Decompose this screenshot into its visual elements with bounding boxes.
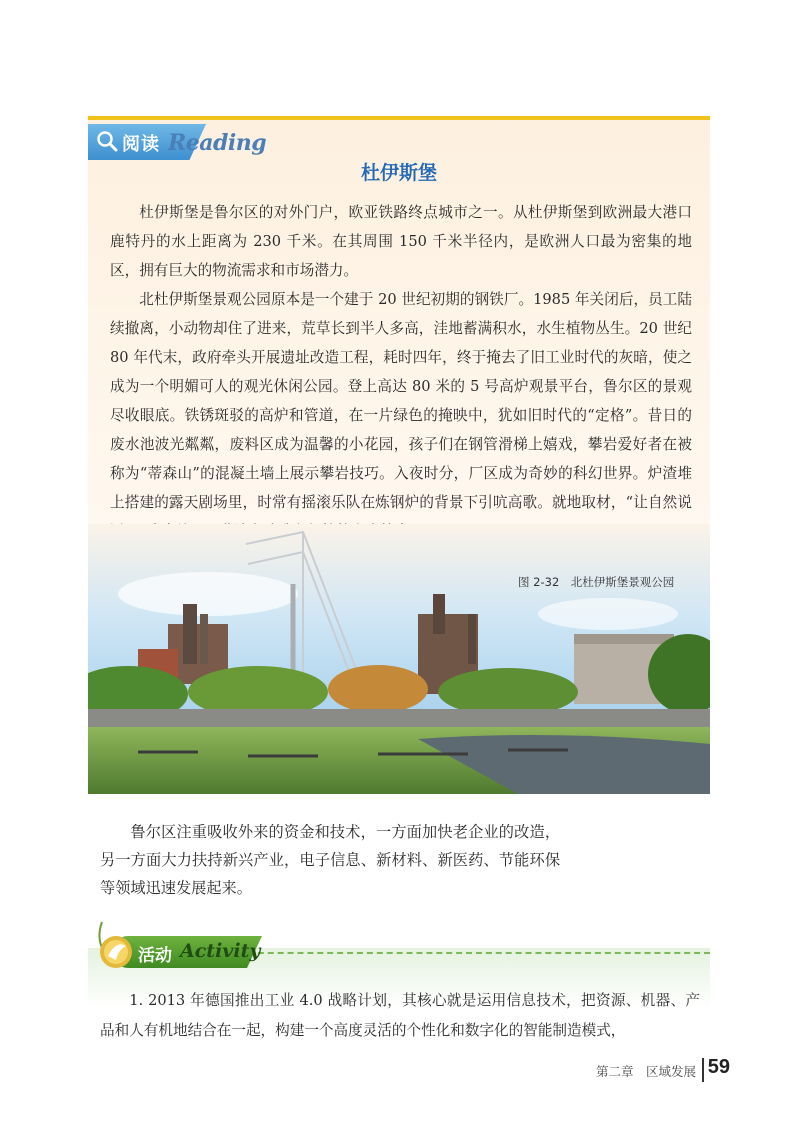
body-text	[100, 818, 560, 902]
reading-script-label: Reading	[168, 130, 267, 156]
reading-paragraph: 北杜伊斯堡景观公园原本是一个建于 20 世纪初期的钢铁厂。1985 年关闭后，员工陆续撤离，小动物却住了进来，荒草长到半人多高，洼地蓄满积水，水生植物丛生。20 世纪 80 年代末，政府牵头开展遗址改造工程，耗时四年，终于掩去了旧工业时代的灰暗，使之成为一个明媚可人的观光休闲公园。登上高达 80 米的 5 号高炉观景平台，鲁尔区的景观尽收眼底。铁锈斑驳的高炉和管道，在一片绿色的掩映中，犹如旧时代的“定格”。昔日的废水池波光粼粼，废料区成为温馨的小花园，孩子们在钢管滑梯上嬉戏，攀岩爱好者在被称为“蒂森山”的混凝土墙上展示攀岩技巧。入夜时分，厂区成为奇妙的科幻世界。炉渣堆上搭建的露天剧场里，时常有摇滚乐队在炼钢炉的背景下引吭高歌。就地取材，“让自然说	[110, 291, 692, 511]
magnifier-icon	[96, 130, 118, 152]
activity-script-label: Activity	[180, 940, 261, 962]
chapter-label: 第二章 区域发展	[595, 1064, 696, 1079]
body-paragraph: 鲁尔区注重吸收外来的资金和技术，一方面加快老企业的改造，另一方面大力扶持新兴产业，电子信息、新材料、新医药、节能环保等领域迅速发展起来。	[100, 823, 560, 897]
leaf-icon	[94, 918, 138, 974]
reading-box	[88, 116, 710, 794]
activity-divider	[238, 952, 710, 954]
reading-paragraph: 杜伊斯堡是鲁尔区的对外门户，欧亚铁路终点城市之一。从杜伊斯堡到欧洲最大港口鹿特丹的水上距离为 230 千米。在其周围 150 千米半径内，是欧洲人口最为密集的地区，拥有巨大的物流需求和市场潜力。	[110, 204, 692, 279]
reading-text	[110, 198, 692, 546]
landscape-park-illustration	[88, 524, 710, 794]
landscape-park-photo	[88, 524, 710, 794]
activity-item: 1. 2013 年德国推出工业 4.0 战略计划，其核心就是运用信息技术，把资源、机器、产品和人有机地结合在一起，构建一个高度灵活的个性化和数字化的智能制造模式，	[100, 992, 700, 1039]
reading-tab	[88, 124, 267, 160]
activity-tab	[94, 936, 264, 970]
footer-divider	[702, 1058, 704, 1082]
activity-text	[100, 986, 700, 1046]
reading-title: 杜伊斯堡	[360, 162, 437, 184]
activity-label: 活动	[138, 946, 172, 966]
reading-label: 阅读	[122, 134, 160, 155]
page-number: 59	[707, 1056, 730, 1078]
page-footer	[560, 1056, 740, 1084]
figure-caption: 图 2-32 北杜伊斯堡景观公园	[518, 575, 675, 589]
